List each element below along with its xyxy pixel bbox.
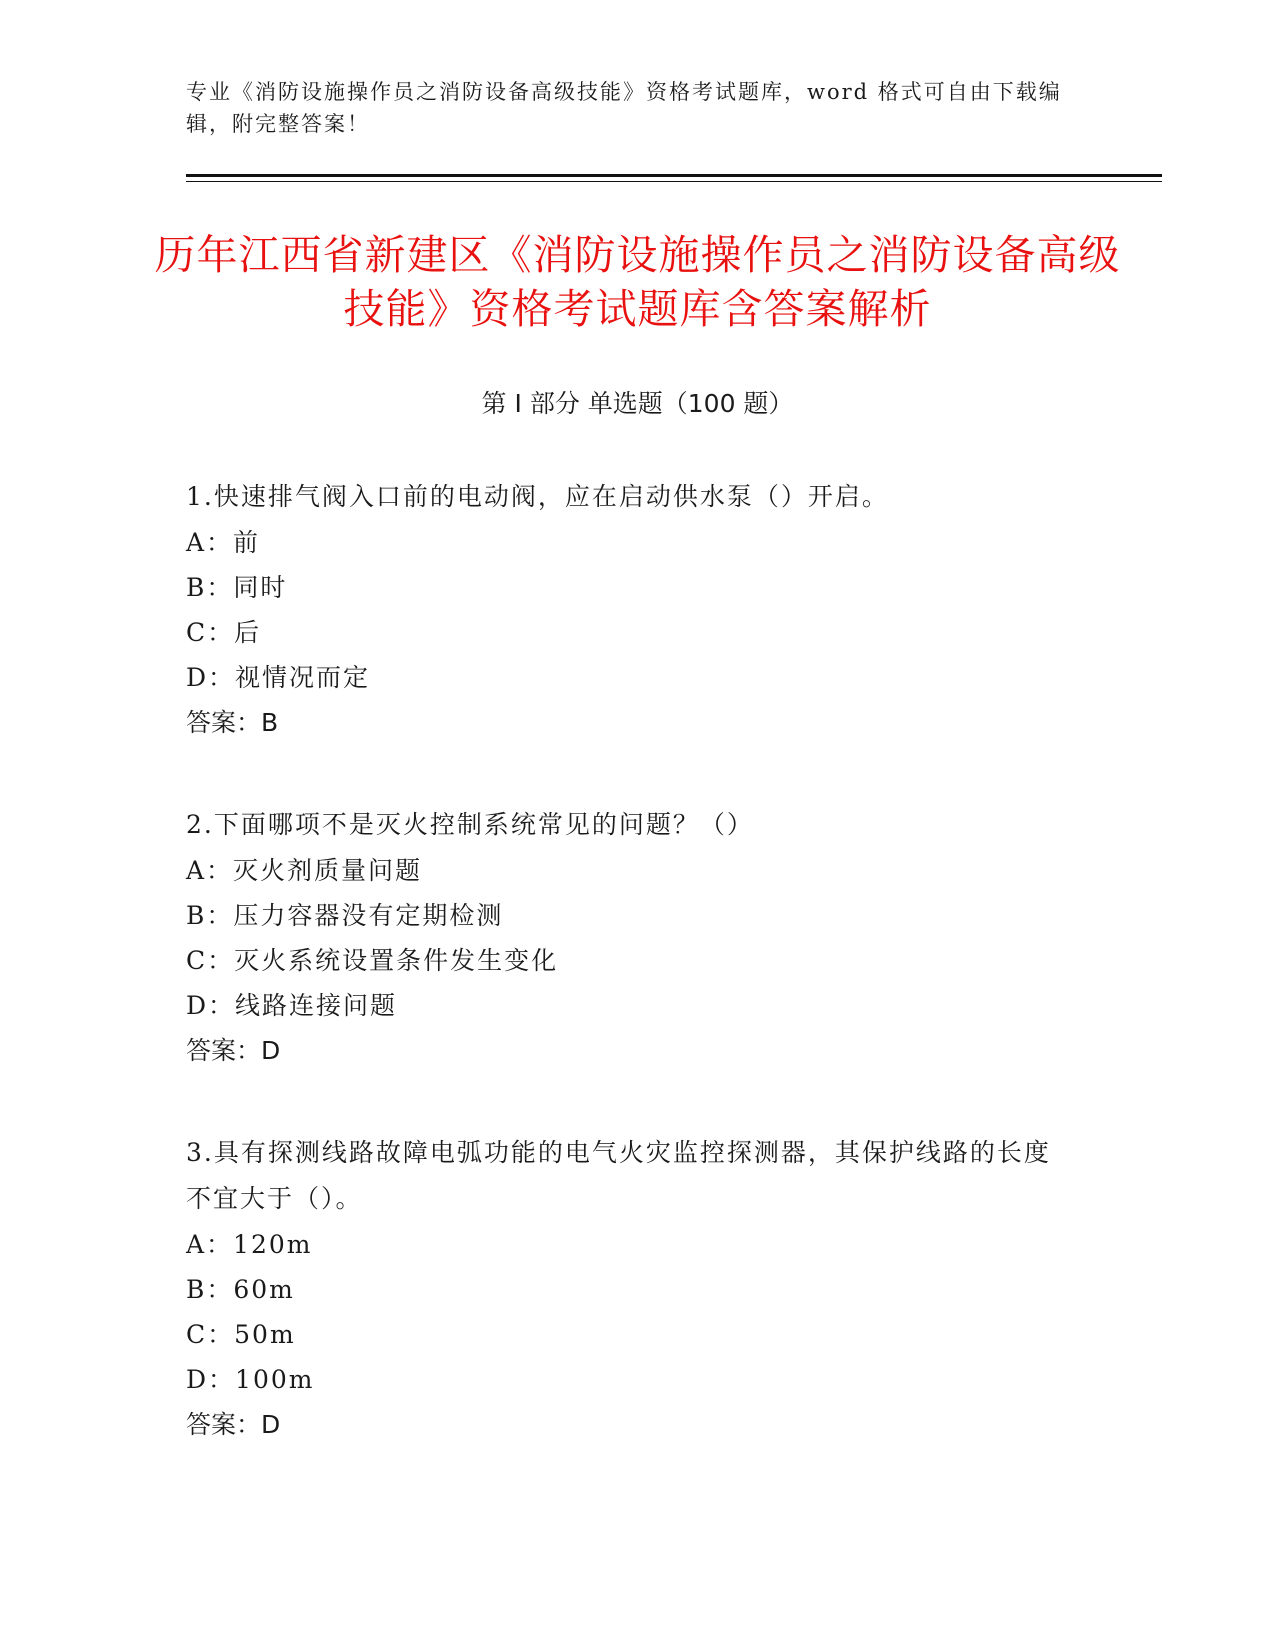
option-d: D：视情况而定 [186,663,371,692]
option-b: B：同时 [186,573,288,602]
section-heading: 第 I 部分 单选题（100 题） [481,389,794,418]
header-note: 专业《消防设施操作员之消防设备高级技能》资格考试题库，word 格式可自由下载编辑，附完整答案！ [186,80,1062,136]
answer: 答案：D [186,1036,281,1065]
question-3 [186,1130,1076,1448]
option-c: C：灭火系统设置条件发生变化 [186,946,559,975]
header-divider-thin [186,181,1162,182]
question-text: 2.下面哪项不是灭火控制系统常见的问题？（） [186,810,754,839]
option-b: B：压力容器没有定期检测 [186,901,504,930]
option-d: D：线路连接问题 [186,991,398,1020]
answer: 答案：B [186,708,279,737]
option-c: C：50m [186,1320,296,1349]
document-title: 历年江西省新建区《消防设施操作员之消防设备高级技能》资格考试题库含答案解析 [154,231,1121,333]
question-2 [186,802,1076,1074]
question-list [186,474,1076,1504]
option-a: A：120m [186,1230,313,1259]
option-a: A：前 [186,528,261,557]
question-1 [186,474,1076,746]
answer: 答案：D [186,1410,281,1439]
question-text: 3.具有探测线路故障电弧功能的电气火灾监控探测器，其保护线路的长度不宜大于（）。 [186,1138,1051,1213]
option-a: A：灭火剂质量问题 [186,856,423,885]
option-c: C：后 [186,618,262,647]
question-text: 1.快速排气阀入口前的电动阀，应在启动供水泵（）开启。 [186,482,889,511]
option-d: D：100m [186,1365,315,1394]
header-divider-thick [186,174,1162,177]
option-b: B：60m [186,1275,295,1304]
